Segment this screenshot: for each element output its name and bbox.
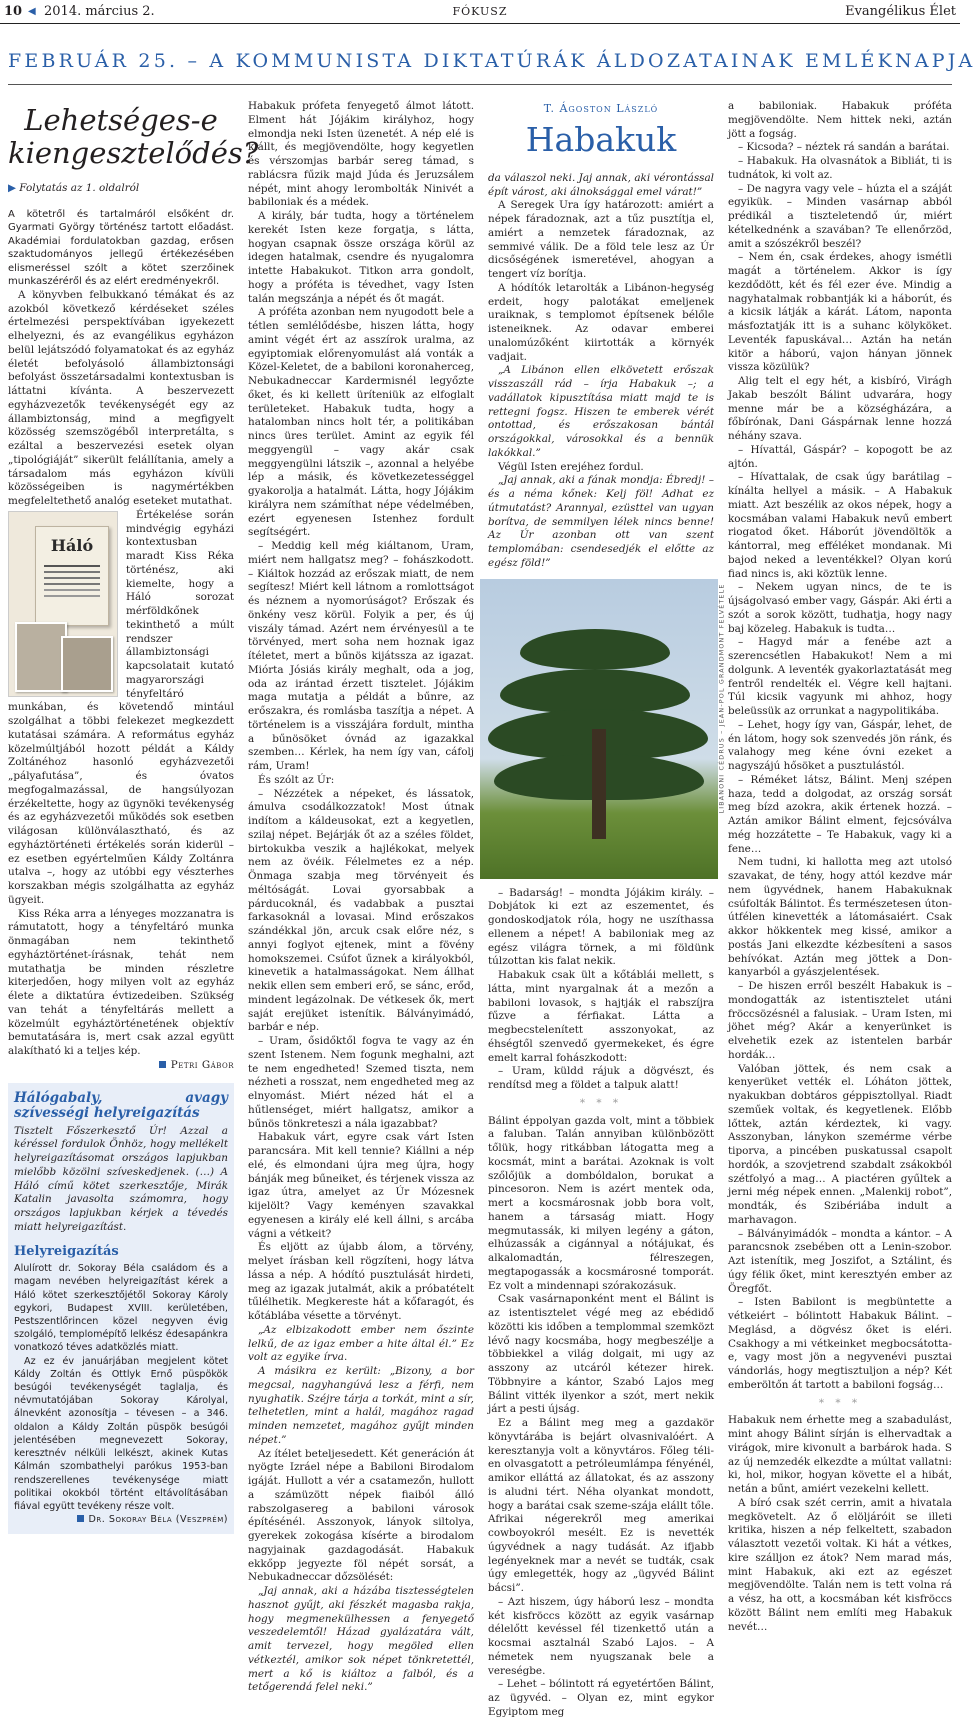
- paragraph: Habakuk várt, egyre csak várt Isten parancsára. Mit kell tennie? Kiállni a nép elé, és elmondani újra meg újra, hogy bánják meg bűneiket, és térjenek vissza az igaz útra, amelyet az Úr Mózesnek kijelölt? Vagy keményen szavakkal egyenesen a király elé kell állni, s arcába vágni a vétkeit?: [248, 1131, 474, 1240]
- box-signature: Dr. Sokoray Béla (Veszprém): [14, 1513, 228, 1526]
- story-column-3: [488, 100, 714, 1718]
- section-break: * * *: [579, 1096, 623, 1109]
- paragraph: Az ítélet beteljesedett. Két generáción át nyögte Izráel népe a Babiloni Birodalom igáját. Hullott a vér a csatamezőn, hullott a számüzött népek fiaiból álló rabszolgasereg a babiloni városok építésénél. Asszonyok, lányok siltolya, gyerekek zokogása kísérte a birodalom nagyjainak gazdagodását. Habakuk ekkőpp jegyezte föl népét sorsát, a Nebukadneccar dőzsölését:: [248, 1447, 474, 1584]
- section-label: FÓKUSZ: [452, 5, 508, 18]
- paragraph: – Badarság! – mondta Jójákim király. – Dobjátok ki ezt az eszementet, és gondoskodjatok róla, hogy ne uszíthassa ellenem a népet! A babiloniak meg az egész világra törnek, a mi földünk túlzottan kis falat nekik.: [488, 886, 714, 968]
- paragraph: Nem tudni, ki hallotta meg azt utolsó szavakat, de tény, hogy attól kezdve már nem ügyvédnek, hanem Habakuknak csúfolták Bálintot. És természetesen úton-útfélen kinevették a látomásaiért. Csak akkor hökkentek meg kissé, amikor a postás Jani elkezdte kézbesíteni a sasos behívókat. Aztán meg jöttek a Don-kanyarból a gyászjelentések.: [728, 856, 952, 979]
- correction-box: [8, 1083, 234, 1535]
- paragraph: Habakuk prófeta fenyegető álmot látott. Elment hát Jójákim királyhoz, hogy elmondja neki Isten üzenetét. A nép elé is kiállt, és megjövendölte, hogy kegyetlen és vérszomjas barbár sereg támad, s rablácsra fűzik majd Júda és Jeruzsálem népét, mint ahogy lerombolták Ninivét a babiloniak és a médek.: [248, 100, 474, 209]
- arrow-right-icon: ▶: [8, 182, 20, 194]
- paragraph: A próféta azonban nem nyugodott bele a tétlen semlélődésbe, hiszen látta, hogy amint végét ért az asszírok uralma, az egyiptomiak előrenyomulást alá vonták a Közel-Keletet, de a babiloni koronaherceg, Nebukadneccar Kardermisnél legyőzte őket, és ki kellett üríteniük az elfoglalt területeket. Habakuk tudta, hogy a hatalomban nincs holt tér, a politikában nincs üres terület. Amint az egyik fél meggyengül – vagy akár csak meggyengülni látszik –, azonnal a helyébe lép a másik, és következetességgel gyakorolja a hatalmát. Látta, hogy Jójákim királyra nem számíthat népe védelmében, ezért egyenesen Istenhez fordult segítségért.: [248, 306, 474, 539]
- cedar-tree-photo: [480, 579, 718, 879]
- paragraph: – Meddig kell még kiáltanom, Uram, miért nem hallgatsz meg? – fohászkodott. – Kiáltok hozzád az erőszak miatt, de nem segítesz! Miért kell látnom a romlottságot és néznem a nyomorúságot? Erőszak és önkény vesz körül. Folyik a per, és új viszály támad. Azért nem érvényesül a te törvényed, mert soha nem hoznak igaz ítéletet, mert a bűnös kijátssza az igazat. Miórta Jósiás király meghalt, oda a jog, oda az irántad érzett tisztelet. Jójákim maga mutatja a példát a bűnre, az erőszakra, és romlásba taszítja a népet. A történelem is a visszájára fordult, mintha a bűnösöket óvnád az igazakkal szemben… Kérlek, ha nem így van, cáfolj rám, Uram!: [248, 540, 474, 772]
- square-bullet-icon: [77, 1515, 84, 1522]
- author-signature: Petri Gábor: [8, 1059, 234, 1073]
- box-paragraph: Az ez év januárjában megjelent kötet Káldy Zoltán és Ottlyk Ernő püspökök besúgói tevékenységét taglalja, és névmutatójában Sokoray Károlyal, álnevként azonosítja – tévesen – a 346. oldalon a Káldy Zoltán püspök besúgói jelentésében megnevezett Sokoray, keresztnév nélküli lelkészt, akinek Kutas Kálmán szombathelyi parókus 1953-ban rendszerellenes tevékenysége miatt politikai okokból történt eltávolításában fiával együtt tevékeny része volt.: [14, 1355, 228, 1512]
- paragraph: A király, bár tudta, hogy a történelem kerekét Isten keze forgatja, s látta, hogyan csapnak össze országa körül az idegen hatalmak, csendre és nyugalomra intette Habakukot. Titkon arra gondolt, hogy a próféta is tévedhet, vagy Isten talán megszánja a népét és őt magát.: [248, 210, 474, 305]
- tree-trunk: [592, 729, 606, 839]
- box-subheading: Helyreigazítás: [14, 1243, 119, 1259]
- paragraph: – Bálványimádók – mondta a kántor. – A parancsnok zsebében ott a Lenin-szobor. Azt istenítik, meg Joszifot, a Sztálint, és úgy félik őket, mint keresztyén ember az Öregfőt.: [728, 1227, 952, 1295]
- paragraph: És eljött az újabb álom, a törvény, melyet írásban kell rögzíteni, hogy látva lássa a nép. A hódító pusztulását hirdeti, meg az igazak jutalmát, akik a próbatételt tűlélhetik. Megkereste hát a kőfaragót, és kőtáblába vésette a törvényt.: [248, 1241, 474, 1322]
- paragraph: a babiloniak. Habakuk próféta megjövendölte. Nem hittek neki, aztán jött a fogság.: [728, 100, 952, 140]
- paragraph: – Uram, küldd rájuk a dögvészt, és rendítsd meg a földet a talpuk alatt!: [488, 1065, 714, 1091]
- divider: [8, 84, 952, 85]
- paragraph: Végül Isten erejéhez fordul.: [498, 460, 644, 473]
- issue-date: 2014. március 2.: [44, 4, 155, 19]
- paragraph: – Hívattalak, de csak úgy barátilag – kínálta hellyel a másik. – A Habakuk miatt. Azt beszélik az okos népek, hogy a kocsmában valami Habakuk nevű embert riogatod őket. Háborút jövendöltök a kántorral, meg efféléket mondanak. Mi bajod neked a leventékkel? Olyan korú fiad nincs is, aki köztük lenne.: [728, 471, 952, 580]
- theme-banner: FEBRUÁR 25. – A KOMMUNISTA DIKTATÚRÁK ÁLDOZATAINAK EMLÉKNAPJA: [8, 50, 975, 72]
- book-cover: [35, 526, 109, 626]
- book-lines: [44, 565, 100, 567]
- continued-note: ▶ Folytatás az 1. oldalról: [8, 182, 140, 194]
- paragraph: – Uram, ősidőktől fogva te vagy az én szent Istenem. Nem fogunk meghalni, azt te nem engedheted! Szemed tiszta, nem nézheti a rosszat, nem engedheted meg az elnyomást. Miért nézed hát el a hűtlenséget, miért hallgatsz, amikor a bűnös tönkreteszi a nála igazabbat?: [248, 1035, 474, 1130]
- paragraph: – Hagyd már a fenébe azt a szerencsétlen Habakukot! Nem a mi dolgunk. A leventék gyakorlaztatását meg fentről rendelték el. Végre kell hajtani. Túl kicsik vagyunk mi ahhoz, hogy beleüssük az orrunkat a nagypolitikába.: [728, 636, 952, 717]
- old-photo: [15, 622, 67, 692]
- story-column-4: [728, 100, 952, 1633]
- paragraph: A Seregek Ura így határozott: amiért a népek fáradoznak, azt a tűz pusztítja el, amiért a nemzetek fáradoznak, az semmivé válik. De a föld tele lesz az Úr dicsőségének ismeretével, ahogyan a tengert víz borítja.: [488, 199, 714, 280]
- box-heading: Hálógabaly, avagy szívességi helyreigazítás: [14, 1089, 228, 1121]
- book-cover-photo: [8, 511, 118, 697]
- paragraph: A hódítók letarolták a Libánon-hegység erdeit, hogy palotákat emeljenek uraiknak, s templomot építsenek bélőle isteneiknek. Az odavar emberei unalomúzőként kiirtották a környék vadjait.: [488, 281, 714, 363]
- paragraph: És szólt az Úr:: [258, 773, 335, 786]
- paragraph: Habakuk nem érhette meg a szabadulást, mint ahogy Bálint sírján is elhervadtak a virágok, mire kivonult a barbárok hada. S az új nemzedék elkezdte a múltat vallatni: ki, hol, mikor, hogyan követte el a hibát, netán a bűnt, amiért vezekelni kellett.: [728, 1414, 952, 1495]
- paragraph: – Nézzétek a népeket, és lássatok, ámulva csodálkozzatok! Most útnak indítom a káldeusokat, ezt a kegyetlen, szilaj népet. Bejárják őt az a széles földet, birtokukba veszik a hajlékokat, melyek nem az övéik. Félelmetes ez a nép. Önmaga szabja meg törvényeit és méltóságát. Lovai gyorsabbak a párducoknál, és vadabbak a pusztai farkasoknál a lovasai. Mind erőszakos szándékkal jön, arcuk csak előre néz, s annyi foglyot ejtenek, mint a fövény homokszemei. Csúfot űznek a királyokból, kinevetik a hatalmasságokat. Nem állhat nekik ellen sem emberi erő, se sánc, erőd, mindent legázolnak. De vétkesek ők, mert saját erejüket istenítik. Bálványimádó, barbár e nép.: [248, 787, 474, 1034]
- story-title: Habakuk: [525, 119, 677, 159]
- paragraph: Alig telt el egy hét, a kisbíró, Virágh Jakab beszólt Bálint udvarára, hogy menne már be a községházára, a főbírónak, Dani Gáspárnak lenne hozzá néhány szava.: [728, 375, 952, 442]
- paragraph: – De hiszen erről beszélt Habakuk is – mondogatták az istentisztelet utáni fröccsözésnél a falusiak. – Uram Isten, mi jöhet még? Akár a kenyerünket is elvehetik ezek az istentelen barbár hordák…: [728, 980, 952, 1061]
- lead-paragraph: A kötetről és tartalmáról elsőként dr. Gyarmati György történész tartott előadást. Akadémiai fordulatokban gazdag, erősen szaktudományos jellegű értékezésében elismeréssel szólt a kötet szerzőinek munkaszéréről és az elért eredményekről.: [8, 208, 234, 288]
- paragraph: – Kicsoda? – néztek rá sandán a barátai.: [738, 141, 950, 154]
- tree-branch: [500, 669, 690, 713]
- paragraph: – Habakuk. Ha olvasnátok a Bibliát, ti is tudnátok, ki volt az.: [728, 155, 952, 181]
- page-header: [0, 0, 960, 24]
- paragraph: – Isten Babilont is megbüntette a vétkeiért – bólintott Habakuk Bálint. – Meglásd, a dögvész őket is eléri. Csakhogy a mi vétkeinket megbocsátotta-e, vagy most jön a negyvenévi pusztai vándorlás, hogy megtisztuljon a nép? Két emberöltőn át tartott a babiloni fogság…: [728, 1296, 952, 1391]
- paragraph: Értékelése során mindvégig egyházi kontextusban maradt Kiss Réka történész, aki kiemelte, hogy a Háló sorozat mérföldkőnek tekinthető a múlt rendszer állambiztonsági kapcsolatait kutató magyarországi tényfeltáró munkában, és követendő mintául szolgálhat a többi felekezet megkezdett kutatásai számára. A református egyház közelmúltjából hozott példát a Káldy Zoltánéhoz hasonló egyházvezetői „pályafutása”, és óvatos megfogalmazással, de hangsúlyozan érzékeltette, hogy az ügynöki tevékenység és az egyházvezetői működés sok esetben világosan különválasztható, és az egyháztörténeti értékelés során kiderül – ez esetben egyértelműen Káldy Zoltánra utalva –, hogy az utóbbi egy vészterhes korszakban mégis szolgálhatta az egyház ügyeit.: [8, 508, 234, 906]
- paragraph: Habakuk csak ült a kőtáblái mellett, s látta, mint nyargalnak át a mezőn a babiloni lovasok, s hajtják el rabszíjra fűzve a férfiakat. Látta a megbecstelenített asszonyokat, az éhségtől szenvedő gyermekeket, és égre emelt karral fohászkodott:: [488, 969, 714, 1064]
- paragraph: – Réméket látsz, Bálint. Menj szépen haza, tedd a dolgodat, az ország sorsát meg bízd azokra, akik értenek hozzá. – Aztán amikor Bálint elment, fejcsóválva még hozzátette – Te Habakuk, vagy ki a fene…: [728, 773, 952, 855]
- paragraph: A bíró csak szét cerrin, amit a hivatala megkövetelt. Az ő elöljáróit se illeti kritika, hiszen a nép felkeltett, szabadon választott vezetői voltak. Ki hát a vétkes, kire szálljon ez átok? Nem marad más, mint Habakuk, aki ezt az egészet megjövendölte. Talán nem is tett volna rá a vész, ha ott, a kocsmában két kisfröccs között Bálint nem említi meg Habakuk nevét…: [728, 1496, 952, 1633]
- paragraph: – Hívattál, Gáspár? – kopogott be az ajtón.: [728, 443, 952, 470]
- paragraph: „Jaj annak, aki a fának mondja: Ébredj! – és a néma kőnek: Kelj föl! Adhat ez útmutatást? Arannyal, ezüsttel van ugyan borítva, de semmilyen lélek nincs benne! Az Úr azonban ott van szent templomában: csendesedjék el előtte az egész föld!”: [488, 474, 714, 569]
- article-kicker: Lehetséges-e kiengesztelődés?: [8, 103, 259, 170]
- paragraph: A másikra ez került: „Bizony, a bor megcsal, nagyhangúvá lesz a férfi, nem nyughatik. Széjre tárja a torkát, mint a sír, telhetetlen, mint a halál, magához ragad minden nemzetet, magához gyűjt minden népet.”: [248, 1365, 474, 1446]
- paragraph: Csak vasárnaponként ment el Bálint is az istentisztelet végé meg az ebédidő közötti kis időben a templommal szemközt lévő nagy kocsmába, hogy megbeszélje a többiekkel a világ dolgait, mi ugy az asszony az utcáról kétezer hirek. Többnyire a kántor, Szabó Lajos meg Bálint vitték ilyenkor a szót, mert nekik járt a pesti újság.: [488, 1293, 714, 1416]
- tree-branch: [520, 629, 670, 669]
- square-bullet-icon: [159, 1061, 166, 1068]
- page-number: 10: [4, 4, 23, 19]
- story-column-2: [248, 100, 474, 1694]
- publication-name: Evangélikus Élet: [845, 4, 956, 19]
- arrow-icon: ◀: [28, 6, 36, 17]
- paragraph: – Lehet, hogy így van, Gáspár, lehet, de én látom, hogy sok szenvedés jön ránk, és valahogy meg kéne óvni ezeket a nagyszájú hősöket a pusztulástól.: [728, 718, 952, 772]
- paragraph: Kiss Réka arra a lényeges mozzanatra is rámutatott, hogy a tényfeltáró munka önmagában nem tekinthető egyháztörténet-írásnak, tehát nem mutathatja be minden részletre kiterjedően, hogy milyen volt az egyház élete a diktatúra évtizedeiben. Szükség van tehát a tényfeltárás mellett a közelmúlt egyháztörténetének objektív bemutatására is, mert csak azzal együtt alakítható ki a teljes kép.: [8, 907, 234, 1057]
- paragraph: Ez a Bálint meg meg a gazdakör könyvtárába is bejárt olvasnivalóért. A keresztanyja volt a könyvtáros. Főleg télien olvasgatott a petróleumlámpa fényénél, amikor elláttá az állatokat, és az asszony is aludni tért. Néha olyankat mondott, hogy a barátai csak szeme-szája elállt tőle. Afrikai négerekről meg amerikai cowboyokról mesélt. Ez is nevették úgyvédnek a nagy tudását. Az ifjabb legényeknek mar a nevét se tudták, csak úgy emlegették, hogy az „ügyvéd Bálint bácsi”.: [488, 1417, 714, 1594]
- paragraph: „Az elbizakodott ember nem őszinte lelkű, de az igaz ember a hite által él.” Ez volt az egyike írva.: [248, 1323, 474, 1364]
- box-intro: Tisztelt Főszerkesztő Úr! Azzal a kéréssel fordulok Önhöz, hogy mellékelt helyreigazításomat országos lapjukban mielőbb közölni szíveskedjenek. (…) A Háló című kötet szerkesztője, Mirák Katalin javasolta számomra, hogy országos lapjukban kérjek a tévedés miatt helyreigazítást.: [14, 1124, 228, 1233]
- book-title: Háló: [50, 535, 94, 555]
- paragraph: Bálint éppolyan gazda volt, mint a többiek a faluban. Talán annyiban különbözött tőlük, hogy ritkábban látogatta meg a kocsmát, mint a barátai. Azoknak is volt szőlőjük a dombóldalon, borukat a pincesoron. Nem is azért mentek oda, mert a kocsmárosnak jobb bora volt, hanem a társaság miatt. Hogy megmutassák, ki milyen legény a gáton, elhúzassák a cigánnyal a nótájukat, és alkalomadtán, félreszegen, megtapogassák a kocsmárosné tomporát. Ez volt a mindennapi szórakozásuk.: [488, 1114, 714, 1292]
- paragraph: – De nagyra vagy vele – húzta el a száját egyikük. – Minden vasárnap abból prédikál a tiszteletendő úr, miért kételkednénk a szavában? Te ellenőrzöd, amit a szószékről beszél?: [728, 182, 952, 250]
- paragraph: Valóban jöttek, és nem csak a kenyerüket vették el. Lóháton jöttek, nyakukban dobtáros géppisztollyal. Riadt szeműek voltak, és kegyetlenek. Előbb lőttek, aztán kérdeztek, ki vagy. Asszonyban, lánykon szemérme vérbe tiporva, a pincében puskatussal csapolt hordók, a szovjetrend szabdalt zsákokból szétfolyó a mag… A piactéren gyűltek a jerni még népek ennen. „Malenkij robot”, mondták, és Szibériába indult a marhavagon.: [728, 1062, 952, 1226]
- box-paragraph: Alulírott dr. Sokoray Béla családom és a magam nevében helyreigazítást kérek a Háló kötet szerkesztőjétől Sokoray Károly egykori, Budapest XVIII. kerületében, Pestszentlőrincen közel negyven évig szolgáló, templomépítő lelkész édesapánkra vonatkozó téves adatközlés miatt.: [14, 1263, 228, 1354]
- paragraph: „Jaj annak, aki a házába tisztességtelen hasznot gyűjt, aki fészkét magasba rakja, hogy megmenekülhessen a fenyegető veszedelemtől! Házad gyalázatára vált, amit tervezel, hogy megöled ellen vétkeztél, amikor sok népet tönkretettél, mert a kő is kiáltoz a falból, és a tetőgerendá felel neki.”: [248, 1585, 474, 1694]
- story-author: T. Ágoston László: [543, 102, 659, 115]
- paragraph: „A Libánon ellen elkövetett erőszak visszaszáll rád – írja Habakuk –; a vadállatok kipusztítása miatt majd te is rettegni fogsz. Hiszen te emberek vérét ontottad, és erőszakosan bántál országokkal, városokkal és a bennük lakókkal.”: [488, 364, 714, 459]
- paragraph: – Azt hiszem, úgy háború lesz – mondta két kisfröccs között az egyik vasárnap délelőtt kevéssel fél tizenkettő után a kocsmai asztalnál Szabó Lajos. – A németek nem nyugszanak bele a vereségbe.: [488, 1595, 714, 1677]
- photo-credit: LIBANONI CÉDRUS – JEAN-POL GRANDMONT FELVÉTELE: [718, 583, 726, 814]
- old-photo: [61, 636, 113, 692]
- paragraph: A könyvben felbukkanó témákat és az azokból következő kérdéseket széles értelmezési perspektívában igyekezett elhelyezni, és az evangélikus egyházon belül lejátszódó folyamatokat és az egyház életét befolyásoló állambiztonsági befolyást összetársadalmi kontextusban is láttatni kívánta. A beszervezett egyházvezetők tevékenységét egy az állambiztonság, mind a megfigyelt közösség szemszögéből interpretálta, s ezáltal a beszervezési esetek olyan „tipológiáját” sikerült felállítania, amely a társadalom más egyházon kívüli közösségeiben is nagymértékben megfeleltethető analóg eseteket mutathat.: [8, 288, 234, 507]
- article-left: [8, 100, 259, 1526]
- paragraph: da válaszol neki. Jaj annak, aki vérontással épít várost, aki álnoksággal emel várat!”: [488, 171, 714, 198]
- paragraph: – Nem én, csak érdekes, ahogy ismétli magát a történelem. Akkor is így kezdődött, két és fél ezer éve. Mindig a nagyhatalmak robbantják ki a háborút, és a kicsik látják a kárát. Látom, naponta másfoztatják itt is a suhanc kölyköket. Leventék fapuskával… Aztán ha netán kitör a háború, vajon hányan jönnek vissza közülük?: [728, 251, 952, 374]
- paragraph: – Nekem ugyan nincs, de te is újságolvasó ember vagy, Gáspár. Aki érti a szót a sorok között, tudhatja, hogy nagy baj közeleg. Habakuk is tudta…: [728, 581, 952, 635]
- section-break: * * *: [818, 1396, 862, 1409]
- paragraph: – Lehet – bólintott rá egyetértően Bálint, az ügyvéd. – Olyan ez, mint egykor Egyiptom meg: [488, 1678, 714, 1718]
